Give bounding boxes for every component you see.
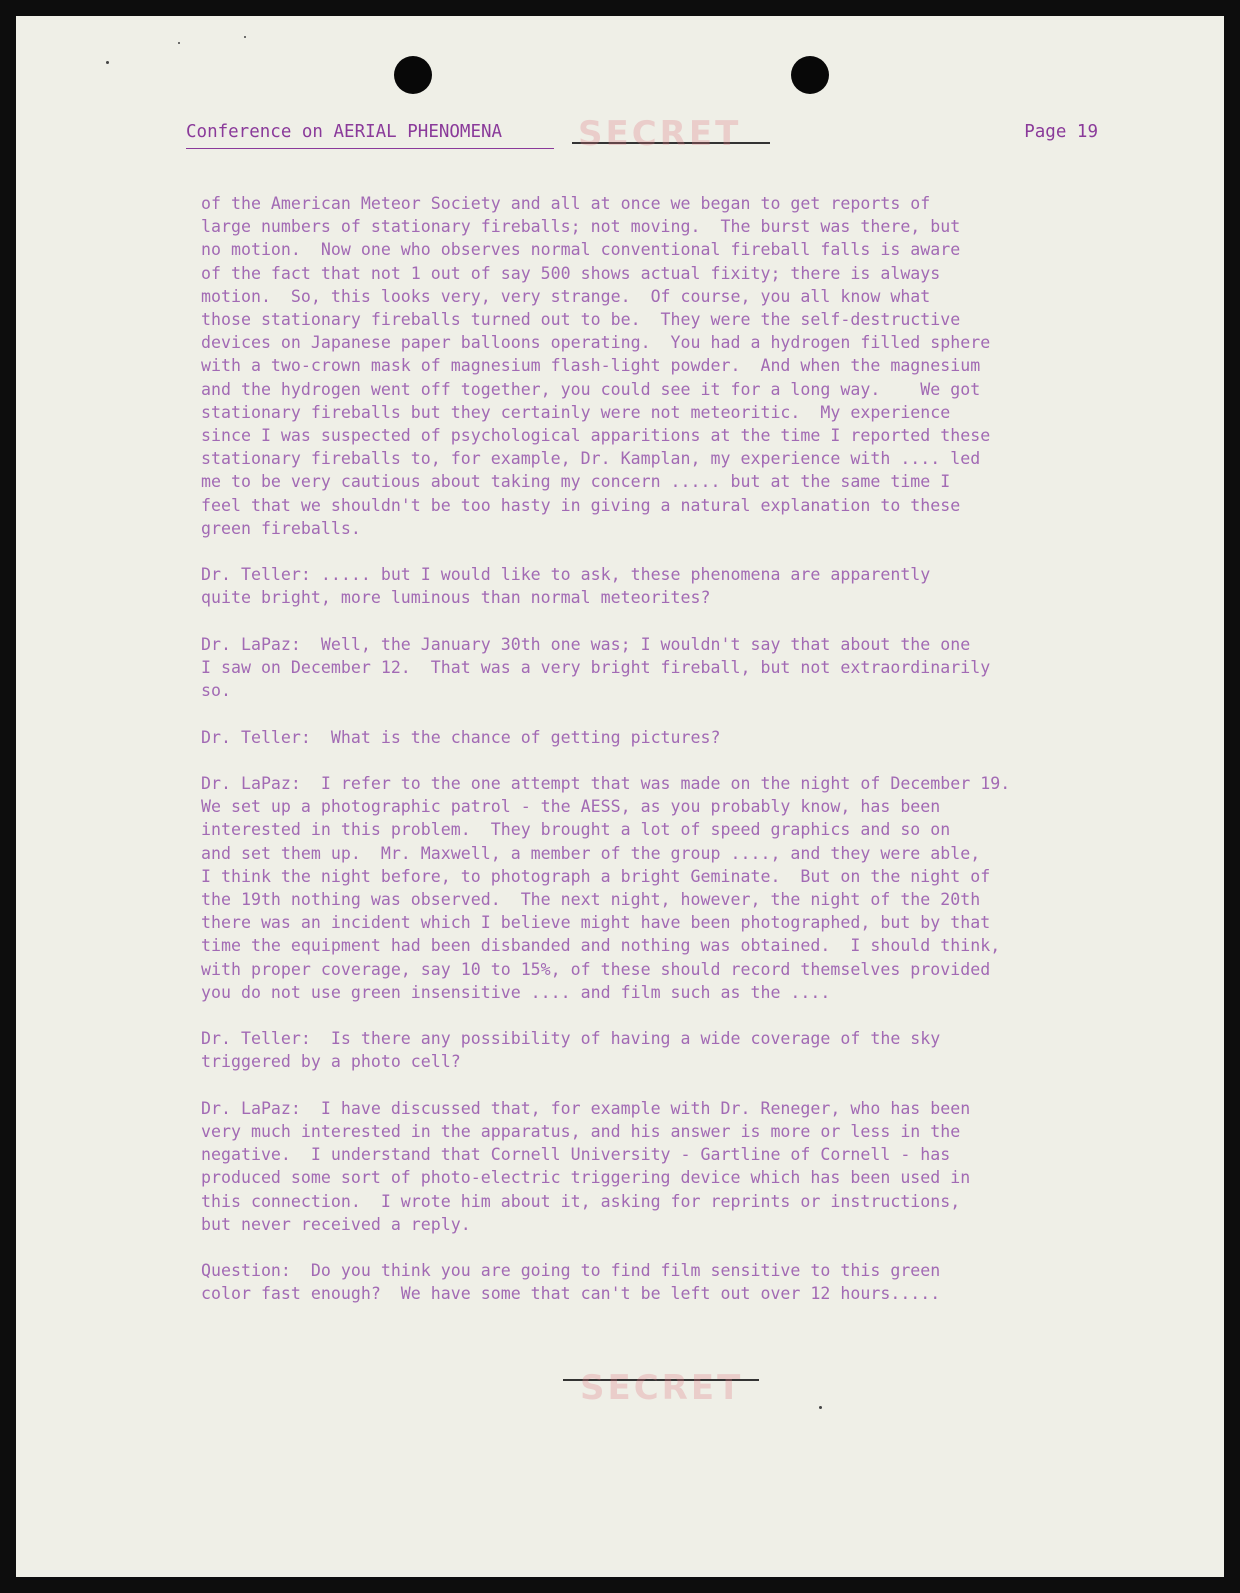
text-line: since I was suspected of psychological apparitions at the time I reported these [201,426,991,446]
text-line: large numbers of stationary fireballs; not moving. The burst was there, but [201,217,961,237]
ink-speck [178,42,180,44]
text-line: with proper coverage, say 10 to 15%, of these should record themselves provided [201,959,991,979]
transcript-paragraph [201,1027,1161,1073]
classification-stamp-bottom: SECRET [580,1368,744,1408]
transcript-paragraph [201,633,1161,703]
text-line: devices on Japanese paper balloons operating. You had a hydrogen filled sphere [201,333,991,353]
text-line: you do not use green insensitive .... and film such as the .... [201,982,831,1002]
text-line: stationary fireballs to, for example, Dr. Kamplan, my experience with .... led [201,449,981,469]
text-line: I saw on December 12. That was a very bright fireball, but not extraordinarily [201,658,991,678]
text-line: the 19th nothing was observed. The next night, however, the night of the 20th [201,890,981,910]
transcript-paragraph [201,1259,1161,1305]
text-line: stationary fireballs but they certainly were not meteoritic. My experience [201,402,951,422]
header-title: Conference on AERIAL PHENOMENA [186,122,503,142]
page-number: Page 19 [1024,122,1098,142]
text-line: of the fact that not 1 out of say 500 shows actual fixity; there is always [201,263,941,283]
text-line: very much interested in the apparatus, and his answer is more or less in the [201,1122,961,1142]
transcript-paragraph [201,772,1161,1004]
text-line: Dr. LaPaz: Well, the January 30th one was; I wouldn't say that about the one [201,634,971,654]
text-line: so. [201,681,231,701]
text-line: with a two-crown mask of magnesium flash-light powder. And when the magnesium [201,356,981,376]
text-line: no motion. Now one who observes normal conventional fireball falls is aware [201,240,961,260]
text-line: produced some sort of photo-electric triggering device which has been used in [201,1168,971,1188]
text-line: color fast enough? We have some that can't be left out over 12 hours..... [201,1284,941,1304]
text-line: but never received a reply. [201,1214,471,1234]
text-line: motion. So, this looks very, very strange. Of course, you all know what [201,286,931,306]
text-line: of the American Meteor Society and all at once we began to get reports of [201,194,931,213]
text-line: Dr. LaPaz: I refer to the one attempt that was made on the night of December 19. [201,774,1011,794]
text-line: Question: Do you think you are going to find film sensitive to this green [201,1261,941,1281]
classification-stamp-top: SECRET [578,114,742,154]
transcript-body [201,192,1161,1329]
text-line: this connection. I wrote him about it, asking for reprints or instructions, [201,1191,961,1211]
transcript-paragraph [201,1097,1161,1236]
title-underline [186,148,554,149]
transcript-paragraph [201,726,1161,749]
text-line: Dr. LaPaz: I have discussed that, for example with Dr. Reneger, who has been [201,1098,971,1118]
text-line: Dr. Teller: Is there any possibility of having a wide coverage of the sky [201,1029,941,1049]
ink-speck [106,61,109,64]
text-line: quite bright, more luminous than normal meteorites? [201,588,711,608]
punch-hole-left [394,56,432,94]
text-line: Dr. Teller: What is the chance of getting pictures? [201,727,721,747]
text-line: time the equipment had been disbanded and nothing was obtained. I should think, [201,936,1001,956]
ink-speck [244,36,246,38]
text-line: those stationary fireballs turned out to be. They were the self-destructive [201,310,961,330]
text-line: Dr. Teller: ..... but I would like to ask, these phenomena are apparently [201,565,931,585]
ink-speck [819,1406,822,1409]
punch-hole-right [791,56,829,94]
transcript-paragraph [201,563,1161,609]
text-line: I think the night before, to photograph a bright Geminate. But on the night of [201,866,991,886]
page-header [186,114,1098,154]
text-line: We set up a photographic patrol - the AESS, as you probably know, has been [201,797,941,817]
text-line: triggered by a photo cell? [201,1052,461,1072]
text-line: and the hydrogen went off together, you could see it for a long way. We got [201,379,981,399]
text-line: there was an incident which I believe might have been photographed, but by that [201,913,991,933]
text-line: interested in this problem. They brought a lot of speed graphics and so on [201,820,951,840]
text-line: feel that we shouldn't be too hasty in giving a natural explanation to these [201,495,961,515]
text-line: green fireballs. [201,518,361,538]
text-line: me to be very cautious about taking my concern ..... but at the same time I [201,472,951,492]
text-line: and set them up. Mr. Maxwell, a member of the group ...., and they were able, [201,843,981,863]
text-line: negative. I understand that Cornell University - Gartline of Cornell - has [201,1145,951,1165]
transcript-paragraph [201,192,1161,540]
